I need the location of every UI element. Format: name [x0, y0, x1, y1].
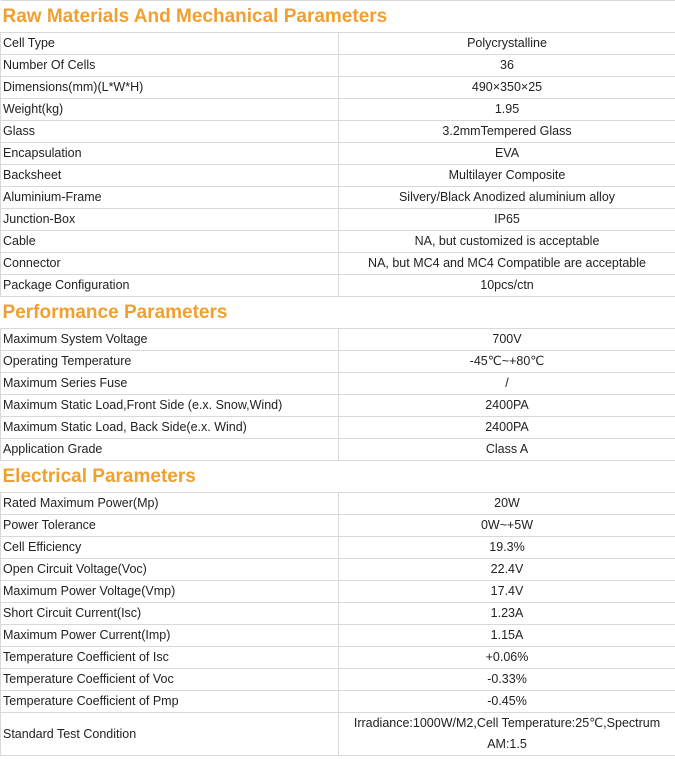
param-value: -45℃~+80℃ — [339, 351, 675, 373]
param-label: Encapsulation — [1, 143, 339, 165]
param-label: Cell Efficiency — [1, 537, 339, 559]
table-row — [1, 713, 675, 756]
param-label: Connector — [1, 253, 339, 275]
table-row — [1, 351, 675, 373]
param-value: Irradiance:1000W/M2,Cell Temperature:25℃,Spectrum AM:1.5 — [339, 713, 675, 756]
param-label: Maximum Power Current(Imp) — [1, 625, 339, 647]
param-label: Cell Type — [1, 33, 339, 55]
section-title: Electrical Parameters — [1, 461, 675, 493]
param-label: Standard Test Condition — [1, 713, 339, 756]
param-value: Multilayer Composite — [339, 165, 675, 187]
param-value: 0W~+5W — [339, 515, 675, 537]
param-value: -0.45% — [339, 691, 675, 713]
table-row — [1, 143, 675, 165]
param-label: Dimensions(mm)(L*W*H) — [1, 77, 339, 99]
param-value: Class A — [339, 439, 675, 461]
param-value: 2400PA — [339, 417, 675, 439]
param-label: Open Circuit Voltage(Voc) — [1, 559, 339, 581]
table-row — [1, 121, 675, 143]
param-label: Short Circuit Current(Isc) — [1, 603, 339, 625]
param-label: Temperature Coefficient of Isc — [1, 647, 339, 669]
param-label: Operating Temperature — [1, 351, 339, 373]
param-value: 3.2mmTempered Glass — [339, 121, 675, 143]
table-row — [1, 55, 675, 77]
param-label: Maximum System Voltage — [1, 329, 339, 351]
table-row — [1, 275, 675, 297]
param-value: 10pcs/ctn — [339, 275, 675, 297]
section-title: Raw Materials And Mechanical Parameters — [1, 1, 675, 33]
param-value: / — [339, 373, 675, 395]
table-row — [1, 625, 675, 647]
table-row — [1, 537, 675, 559]
param-value: 1.15A — [339, 625, 675, 647]
table-row — [1, 691, 675, 713]
table-row — [1, 515, 675, 537]
table-row — [1, 33, 675, 55]
table-row — [1, 669, 675, 691]
table-row — [1, 329, 675, 351]
spec-table-body — [1, 1, 675, 756]
param-value: Polycrystalline — [339, 33, 675, 55]
param-label: Maximum Series Fuse — [1, 373, 339, 395]
param-label: Aluminium-Frame — [1, 187, 339, 209]
table-row — [1, 395, 675, 417]
table-row — [1, 559, 675, 581]
table-row — [1, 165, 675, 187]
param-value: 490×350×25 — [339, 77, 675, 99]
param-label: Junction-Box — [1, 209, 339, 231]
param-value: 700V — [339, 329, 675, 351]
table-row — [1, 373, 675, 395]
table-row — [1, 231, 675, 253]
param-value: 36 — [339, 55, 675, 77]
param-value: EVA — [339, 143, 675, 165]
param-value: NA, but MC4 and MC4 Compatible are acceptable — [339, 253, 675, 275]
param-label: Maximum Static Load, Back Side(e.x. Wind) — [1, 417, 339, 439]
param-label: Temperature Coefficient of Voc — [1, 669, 339, 691]
table-row — [1, 187, 675, 209]
param-label: Weight(kg) — [1, 99, 339, 121]
param-label: Glass — [1, 121, 339, 143]
param-label: Package Configuration — [1, 275, 339, 297]
section-header-row — [1, 297, 675, 329]
table-row — [1, 581, 675, 603]
param-label: Temperature Coefficient of Pmp — [1, 691, 339, 713]
table-row — [1, 99, 675, 121]
table-row — [1, 603, 675, 625]
param-value: +0.06% — [339, 647, 675, 669]
param-value: Silvery/Black Anodized aluminium alloy — [339, 187, 675, 209]
section-header-row — [1, 1, 675, 33]
param-value: NA, but customized is acceptable — [339, 231, 675, 253]
param-value: 1.95 — [339, 99, 675, 121]
table-row — [1, 253, 675, 275]
param-value: 2400PA — [339, 395, 675, 417]
table-row — [1, 209, 675, 231]
param-label: Power Tolerance — [1, 515, 339, 537]
param-label: Application Grade — [1, 439, 339, 461]
param-label: Maximum Static Load,Front Side (e.x. Snow,Wind) — [1, 395, 339, 417]
table-row — [1, 439, 675, 461]
param-value: -0.33% — [339, 669, 675, 691]
param-value: 22.4V — [339, 559, 675, 581]
param-value: 20W — [339, 493, 675, 515]
table-row — [1, 417, 675, 439]
param-label: Maximum Power Voltage(Vmp) — [1, 581, 339, 603]
section-header-row — [1, 461, 675, 493]
table-row — [1, 493, 675, 515]
param-value: 1.23A — [339, 603, 675, 625]
table-row — [1, 647, 675, 669]
param-label: Rated Maximum Power(Mp) — [1, 493, 339, 515]
param-value: 19.3% — [339, 537, 675, 559]
section-title: Performance Parameters — [1, 297, 675, 329]
param-label: Cable — [1, 231, 339, 253]
param-label: Number Of Cells — [1, 55, 339, 77]
param-label: Backsheet — [1, 165, 339, 187]
table-row — [1, 77, 675, 99]
param-value: 17.4V — [339, 581, 675, 603]
param-value: IP65 — [339, 209, 675, 231]
